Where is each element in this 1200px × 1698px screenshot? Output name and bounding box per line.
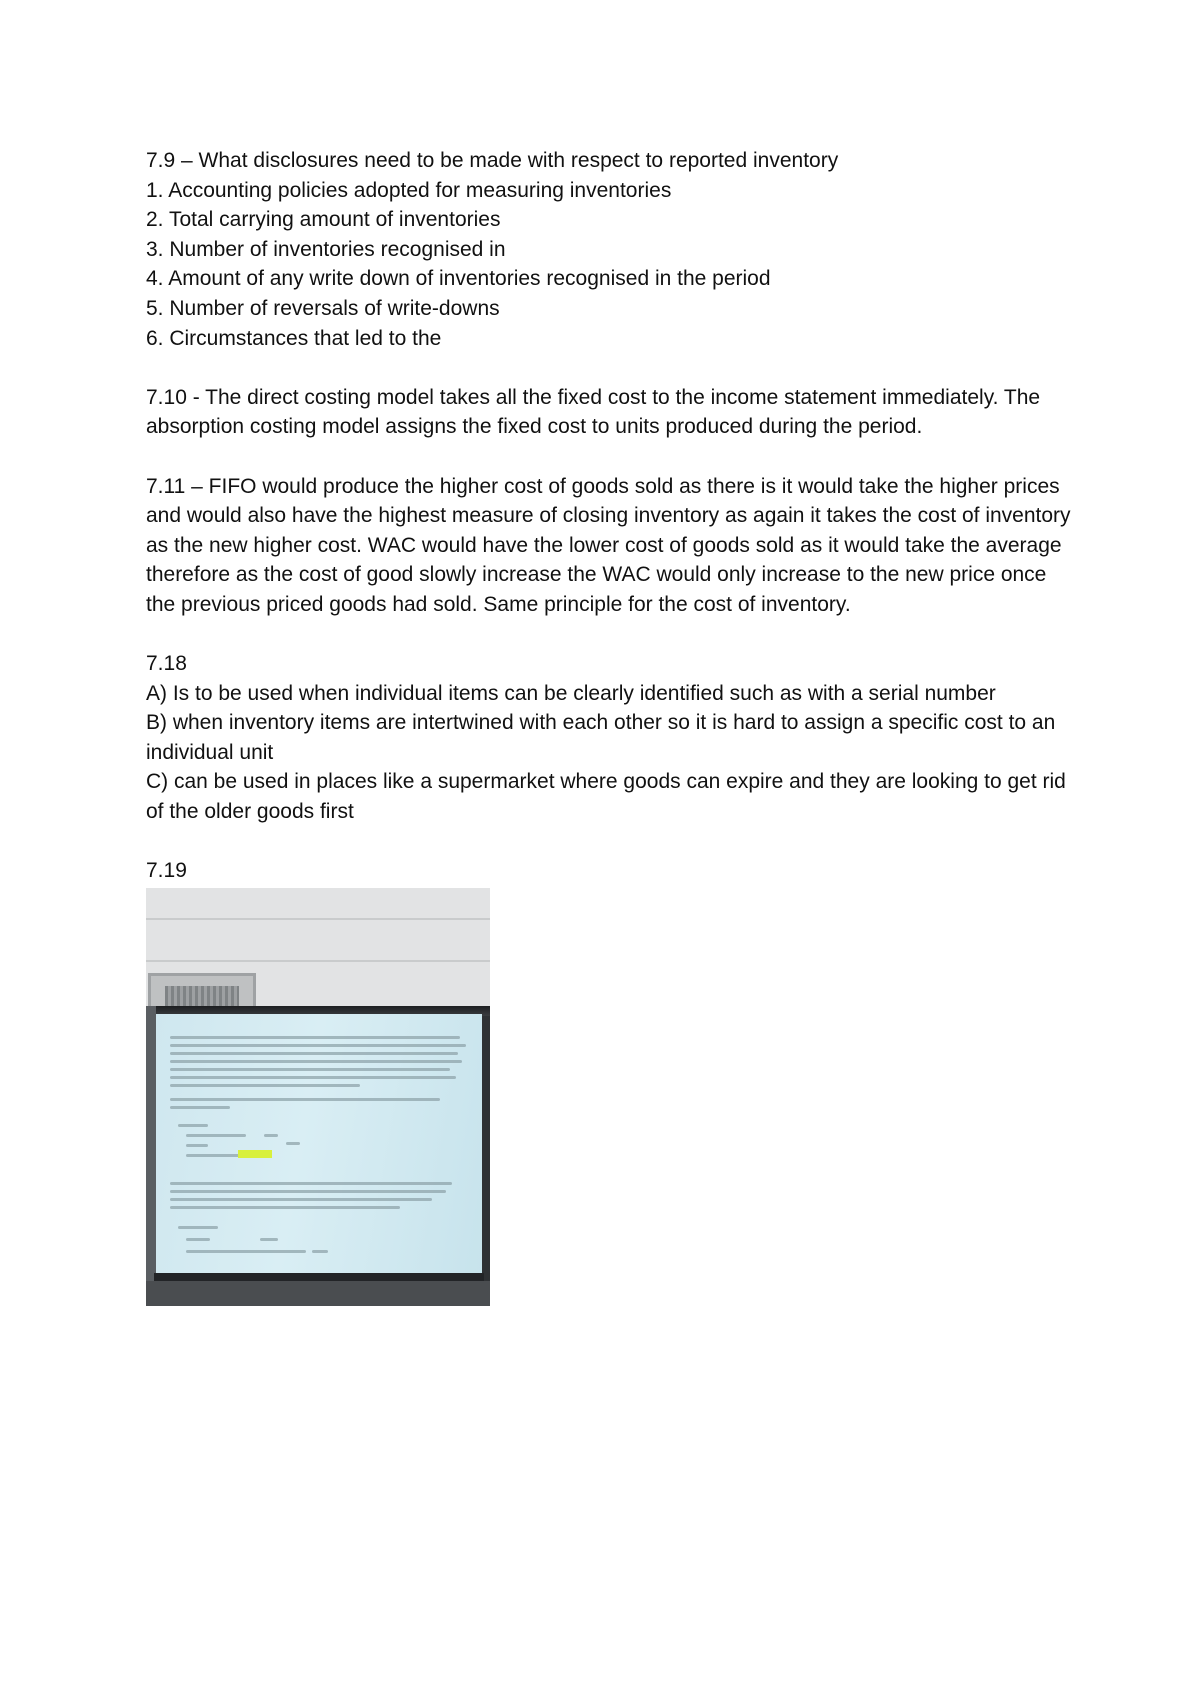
section-7-9-item-1: 1. Accounting policies adopted for measuring inventories [146, 178, 672, 202]
blurred-text-line [178, 1124, 208, 1127]
blurred-text-line [186, 1238, 210, 1241]
section-7-9-item-2: 2. Total carrying amount of inventories [146, 208, 501, 232]
blurred-text-line [170, 1036, 460, 1039]
projection-screen [156, 1014, 482, 1278]
section-7-18-answer-c: C) can be used in places like a supermarket where goods can expire and they are looking to get rid of the older goods first [146, 770, 1066, 824]
paragraph-gap [146, 442, 1076, 472]
blurred-text-line [186, 1250, 306, 1253]
blurred-text-line [170, 1084, 360, 1087]
blurred-text-line [170, 1076, 456, 1079]
section-7-18-answer-b: B) when inventory items are intertwined with each other so it is hard to assign a specific cost to an individual unit [146, 711, 1056, 764]
blurred-text-line [170, 1044, 466, 1047]
ceiling-seam [146, 960, 490, 962]
blurred-text-line [186, 1144, 208, 1147]
blurred-text-line [170, 1068, 450, 1071]
screen-bottom-bar [154, 1273, 484, 1281]
blurred-text-line [286, 1142, 300, 1145]
blurred-text-line [170, 1198, 432, 1201]
blurred-text-line [186, 1134, 246, 1137]
section-7-9-item-3: 3. Number of inventories recognised in [146, 237, 506, 261]
section-7-9-item-4: 4. Amount of any write down of inventories recognised in the period [146, 267, 771, 291]
blurred-text-line [186, 1154, 246, 1157]
paragraph-gap [146, 827, 1076, 857]
blurred-text-line [312, 1250, 328, 1253]
blurred-text-line [178, 1226, 218, 1229]
section-7-18-answer-a: A) Is to be used when individual items can be clearly identified such as with a serial number [146, 681, 996, 705]
section-7-18-heading: 7.18 [146, 652, 187, 676]
blurred-text-line [170, 1052, 458, 1055]
section-7-19-heading: 7.19 [146, 859, 187, 883]
blurred-text-line [260, 1238, 278, 1241]
blurred-text-line [170, 1098, 440, 1101]
ceiling-seam [146, 918, 490, 920]
blurred-text-line [170, 1106, 230, 1109]
section-7-9-item-5: 5. Number of reversals of write-downs [146, 296, 500, 320]
projector-screen-photo [146, 888, 490, 1306]
section-7-10-paragraph: 7.10 - The direct costing model takes all the fixed cost to the income statement immediately. The absorption costing model assigns the fixed cost to units produced during the period. [146, 385, 1041, 439]
room-floor [146, 1281, 490, 1306]
blurred-text-line [170, 1060, 462, 1063]
blurred-text-line [170, 1190, 446, 1193]
wall-shadow [146, 1006, 156, 1306]
highlighted-figure [238, 1150, 272, 1158]
paragraph-gap [146, 620, 1076, 650]
paragraph-gap [146, 353, 1076, 383]
blurred-text-line [170, 1182, 452, 1185]
section-7-9-heading: 7.9 – What disclosures need to be made with respect to reported inventory [146, 149, 839, 172]
blurred-text-line [170, 1206, 400, 1209]
document-page [146, 146, 1076, 1306]
section-7-11-paragraph: 7.11 – FIFO would produce the higher cost of goods sold as there is it would take the higher prices and would also have the highest measure of closing inventory as again it takes the cost of inventory as the new higher cost. WAC would have the lower cost of goods sold as it would take the average therefore as the cost of good slowly increase the WAC would only increase to the new price once the previous priced goods had sold. Same principle for the cost of inventory. [146, 474, 1071, 616]
blurred-text-line [264, 1134, 278, 1137]
section-7-9-item-6: 6. Circumstances that led to the [146, 326, 442, 350]
